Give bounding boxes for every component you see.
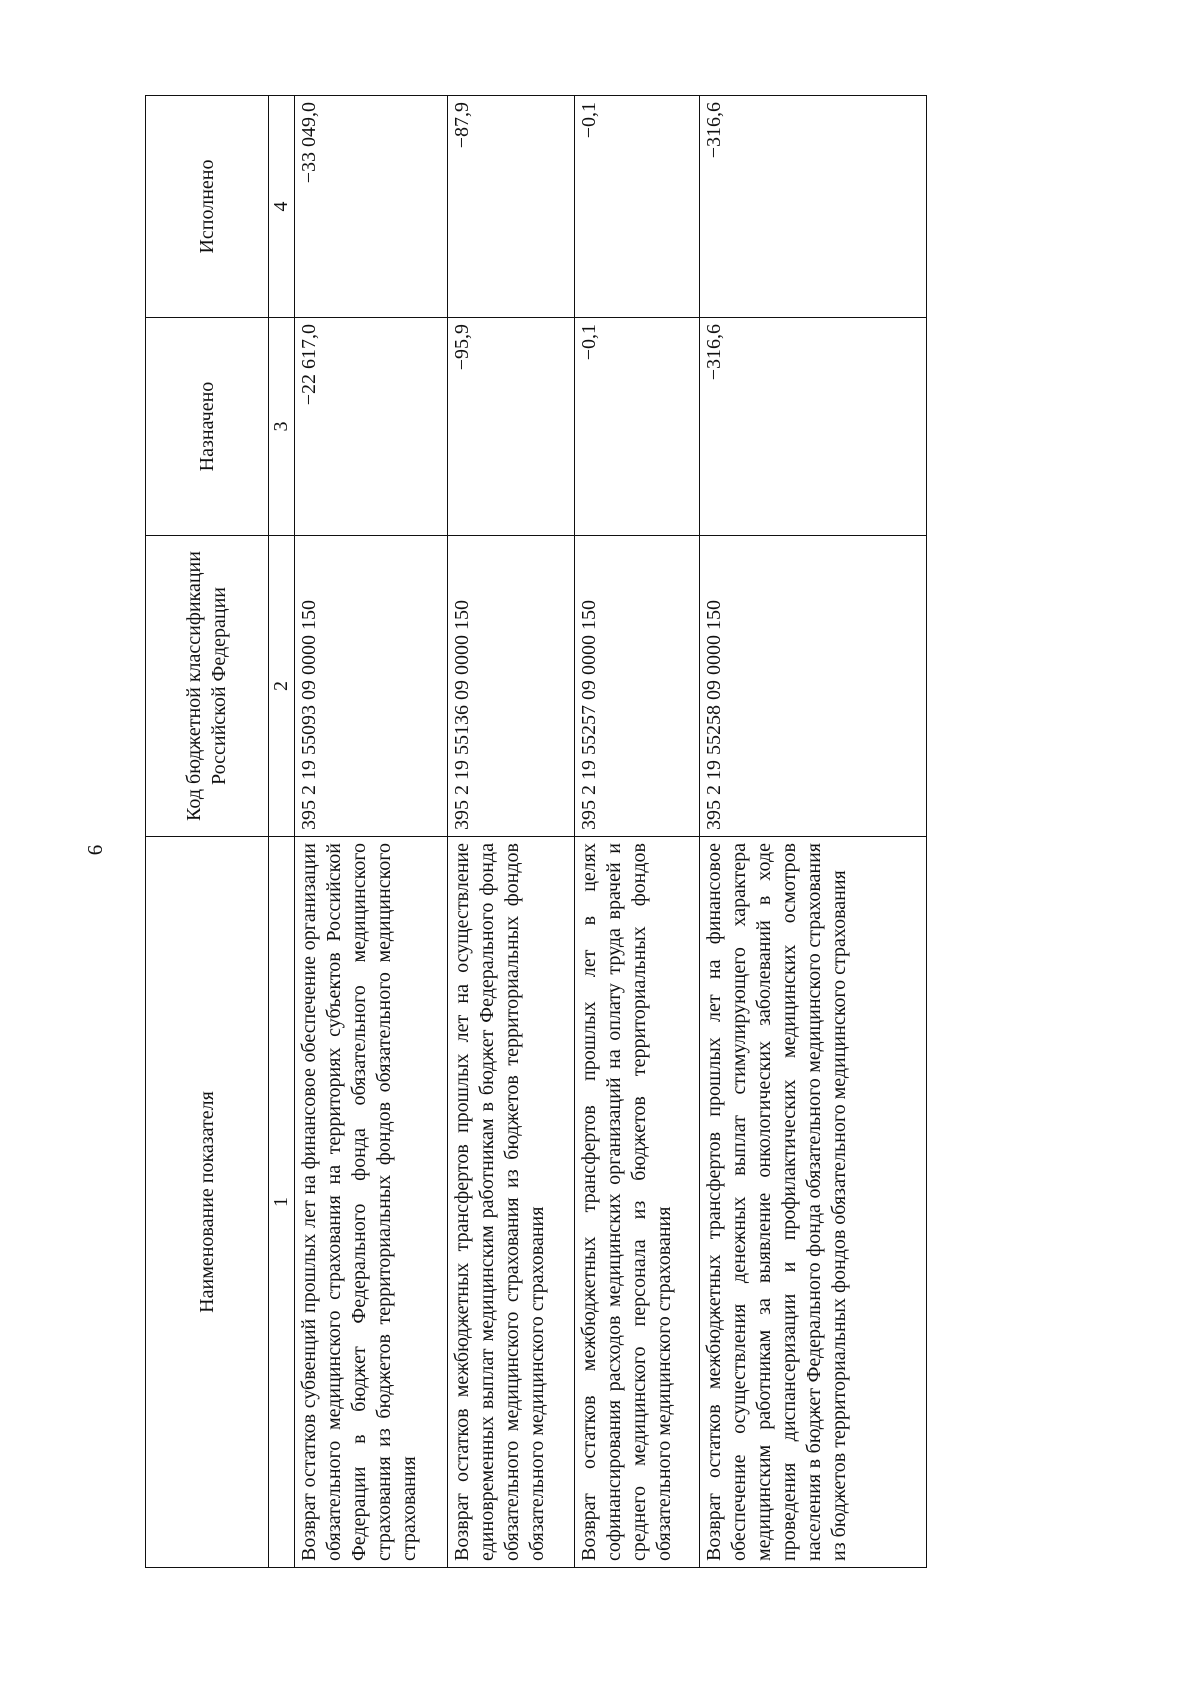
row-indicator-name: Возврат остатков межбюджетных трансфертов прошлых лет на финансовое обеспечение осуществления денежных выплат стимулирующего характера медицинским работникам за выявление онкологических заболеваний в ходе проведения диспансеризации и профилактических медицинских осмотров населения в бюджет Федерального фонда обязательного медицинского страхования из бюджетов территориальных фондов обязательного медицинского страхования (700, 837, 927, 1568)
page-number: 6 (83, 844, 107, 856)
table-row (295, 96, 448, 1568)
rotated-table-container (145, 102, 975, 1568)
row-indicator-name: Возврат остатков субвенций прошлых лет на финансовое обеспечение организации обязательного медицинского страхования на территориях субъектов Российской Федерации в бюджет Федерального фонда обязательного медицинского страхования из бюджетов территориальных фондов обязательного медицинского страхования (295, 837, 448, 1568)
column-number-row (269, 96, 295, 1568)
row-indicator-name: Возврат остатков межбюджетных трансфертов прошлых лет в целях софинансирования расходов медицинских организаций на оплату труда врачей и среднего медицинского персонала из бюджетов территориальных фондов обязательного медицинского страхования (575, 837, 700, 1568)
table-header-row (146, 96, 269, 1568)
row-executed-value: −316,6 (700, 96, 927, 318)
budget-table (145, 95, 927, 1568)
row-assigned-value: −316,6 (700, 318, 927, 536)
header-indicator-name: Наименование показателя (146, 837, 269, 1568)
column-number: 1 (269, 837, 295, 1568)
row-budget-code: 395 2 19 55136 09 0000 150 (448, 536, 575, 837)
column-number: 2 (269, 536, 295, 837)
header-assigned: Назначено (146, 318, 269, 536)
table-row (700, 96, 927, 1568)
header-executed: Исполнено (146, 96, 269, 318)
row-budget-code: 395 2 19 55257 09 0000 150 (575, 536, 700, 837)
table-row (448, 96, 575, 1568)
row-assigned-value: −22 617,0 (295, 318, 448, 536)
column-number: 3 (269, 318, 295, 536)
row-indicator-name: Возврат остатков межбюджетных трансфертов прошлых лет на осуществление единовременных выплат медицинским работникам в бюджет Федерального фонда обязательного медицинского страхования из бюджетов территориальных фондов обязательного медицинского страхования (448, 837, 575, 1568)
table-row (575, 96, 700, 1568)
row-budget-code: 395 2 19 55093 09 0000 150 (295, 536, 448, 837)
header-budget-code: Код бюджетной классификации Российской Федерации (146, 536, 269, 837)
column-number: 4 (269, 96, 295, 318)
row-executed-value: −0,1 (575, 96, 700, 318)
row-assigned-value: −0,1 (575, 318, 700, 536)
row-executed-value: −87,9 (448, 96, 575, 318)
row-budget-code: 395 2 19 55258 09 0000 150 (700, 536, 927, 837)
table-region (145, 102, 975, 1568)
row-executed-value: −33 049,0 (295, 96, 448, 318)
row-assigned-value: −95,9 (448, 318, 575, 536)
